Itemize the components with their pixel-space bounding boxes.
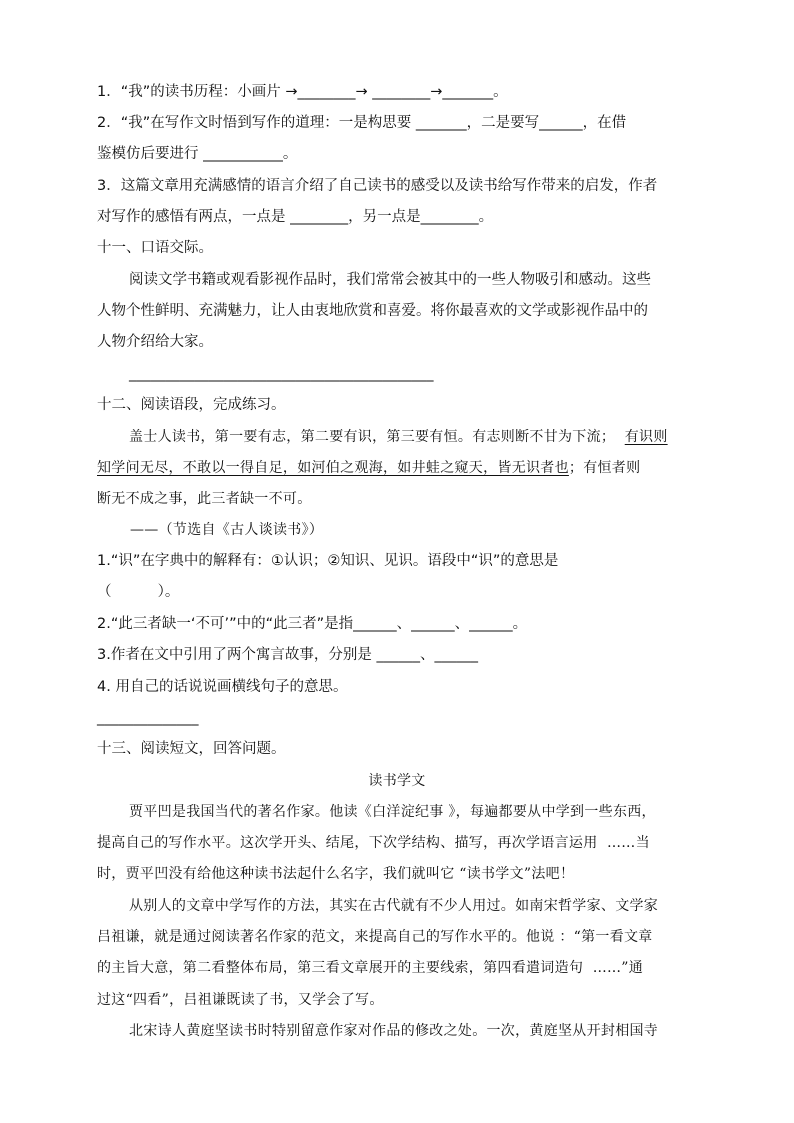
article-title: 读书学文 — [368, 773, 426, 789]
section-12-passage-line-2 — [97, 458, 640, 478]
article-para-3-line-1: 北宋诗人黄庭坚读书时特别留意作家对作品的修改之处。一次，黄庭坚从开封相国寺 — [129, 1023, 659, 1039]
section-12-answer-line: ______________ — [97, 710, 199, 726]
article-para-2-line-1: 从别人的文章中学写作的方法，其实在古代就有不少人用过。如南宋哲学家、文学家 — [129, 898, 659, 914]
article-para-1-line-2: 提高自己的写作水平。这次学开头、结尾，下次学结构、描写，再次学语言运用 ……当 — [97, 835, 650, 851]
article-para-2-line-4: 过这“四看”，吕祖谦既读了书，又学会了写。 — [97, 992, 384, 1008]
section-13-heading: 十三、阅读短文，回答问题。 — [97, 741, 286, 757]
article-para-2-line-3: 的主旨大意，第二看整体布局，第三看文章展开的主要线索，第四看遣词造句 ……”通 — [97, 960, 644, 976]
question-2-line-1: 2．“我”在写作文时悟到写作的道理：一是构思要 _______，二是要写______，在借 — [97, 115, 627, 131]
section-11-para-line-3: 人物介绍给大家。 — [97, 334, 213, 350]
section-11-answer-line: __________________________________________ — [129, 366, 434, 382]
section-11-para-line-1: 阅读文学书籍或观看影视作品时，我们常常会被其中的一些人物吸引和感动。这些 — [129, 272, 651, 288]
underlined-sentence: 有识则 — [624, 429, 668, 445]
section-12-question-3: 3.作者在文中引用了两个寓言故事，分别是 ______、______ — [97, 647, 478, 663]
section-12-question-1-line-2: （ ）。 — [97, 584, 180, 600]
question-2-line-2: 鉴模仿后要进行 ___________。 — [97, 146, 298, 162]
section-11-heading: 十一、口语交际。 — [97, 240, 213, 256]
question-1: 1．“我”的读书历程：小画片 →________→ ________→_______。 — [97, 84, 508, 100]
question-3-line-1: 3．这篇文章用充满感情的语言介绍了自己读书的感受以及读书给写作带来的启发，作者 — [97, 178, 658, 194]
underlined-sentence: 知学问无尽，不敢以一得自足，如河伯之观海，如井蛙之窥天，皆无识者也 — [97, 460, 569, 476]
passage-text: ；有恒者则 — [568, 460, 641, 476]
section-12-passage-line-1 — [129, 427, 668, 447]
section-12-heading: 十二、阅读语段，完成练习。 — [97, 397, 286, 413]
passage-text: 盖士人读书，第一要有志，第二要有识，第三要有恒。有志则断不甘为下流； — [129, 429, 616, 445]
article-para-1-line-3: 时，贾平凹没有给他这种读书法起什么名字，我们就叫它 “读书学文”法吧！ — [97, 866, 575, 882]
section-11-para-line-2: 人物个性鲜明、充满魅力，让人由衷地欣赏和喜爱。将你最喜欢的文学或影视作品中的 — [97, 303, 648, 319]
question-3-line-2: 对写作的感悟有两点，一点是 ________，另一点是________。 — [97, 209, 494, 225]
section-12-passage-line-3: 断无不成之事，此三者缺一不可。 — [97, 491, 312, 507]
section-12-question-4: 4. 用自己的话说说画横线句子的意思。 — [97, 679, 348, 695]
article-para-2-line-2: 吕祖谦，就是通过阅读著名作家的范文，来提高自己的写作水平的。他说 ：“第一看文章 — [97, 929, 653, 945]
section-12-question-1-line-1: 1.“识”在字典中的解释有：①认识；②知识、见识。语段中“识”的意思是 — [97, 553, 559, 569]
article-para-1-line-1: 贾平凹是我国当代的著名作家。他读《白洋淀纪事 》，每遍都要从中学到一些东西， — [129, 804, 656, 820]
section-12-question-2: 2.“此三者缺一‘不可’”中的“此三者”是指______、______、______。 — [97, 616, 528, 632]
section-12-source: ——（节选自《古人谈读书》） — [130, 522, 324, 538]
